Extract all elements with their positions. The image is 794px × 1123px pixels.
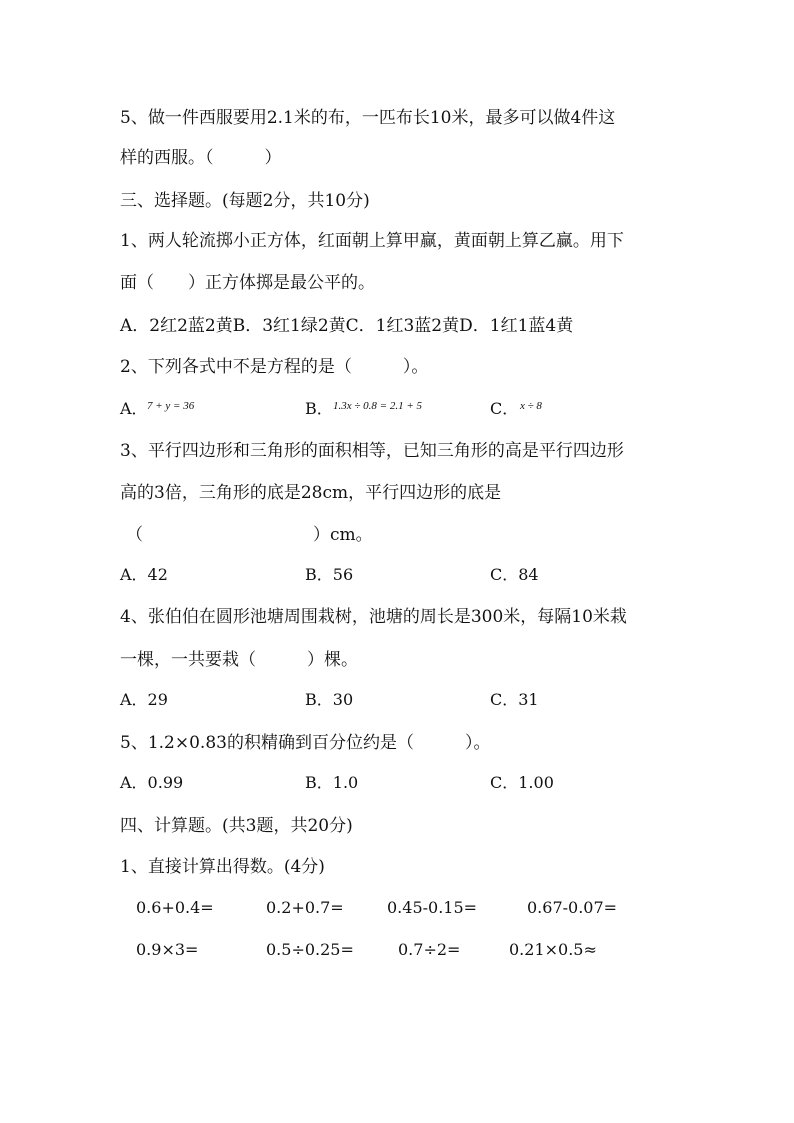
question-3-4-line-1: 4、张伯伯在圆形池塘周围栽树，池塘的周长是300米，每隔10米栽 bbox=[120, 607, 627, 627]
question-3-2-option-b-expr: 1.3x ÷ 0.8 = 2.1 + 5 bbox=[333, 400, 423, 412]
calc-item: 0.21×0.5≈ bbox=[509, 940, 597, 959]
question-3-3-line-3: （ ）cm。 bbox=[126, 525, 373, 545]
question-4-1-stem: 1、直接计算出得数。(4分) bbox=[120, 857, 325, 877]
calc-item: 0.45-0.15= bbox=[387, 898, 478, 917]
question-3-5-option-a: A．0.99 bbox=[120, 773, 184, 792]
calc-item: 0.2+0.7= bbox=[266, 898, 344, 917]
calc-item: 0.7÷2= bbox=[398, 940, 461, 959]
question-3-4-option-b: B．30 bbox=[305, 690, 354, 709]
calc-item: 0.67-0.07= bbox=[527, 898, 618, 917]
question-3-5-stem: 5、1.2×0.83的积精确到百分位约是（ ）。 bbox=[120, 733, 491, 753]
question-3-4-line-2: 一棵，一共要栽（ ）棵。 bbox=[120, 650, 358, 670]
calc-item: 0.5÷0.25= bbox=[266, 940, 354, 959]
calc-item: 0.9×3= bbox=[136, 940, 199, 959]
question-3-2-option-b-label: B． bbox=[305, 399, 333, 418]
question-3-3-line-2: 高的3倍，三角形的底是28cm，平行四边形的底是 bbox=[120, 483, 502, 503]
question-2-5-line-1: 5、做一件西服要用2.1米的布，一匹布长10米，最多可以做4件这 bbox=[120, 108, 616, 128]
question-3-1-line-1: 1、两人轮流掷小正方体，红面朝上算甲赢，黄面朝上算乙赢。用下 bbox=[120, 231, 624, 251]
question-3-2-option-c-label: C． bbox=[490, 399, 519, 418]
question-3-2-stem: 2、下列各式中不是方程的是（ ）。 bbox=[120, 357, 429, 377]
question-2-5-line-2: 样的西服。（ ） bbox=[120, 148, 282, 168]
question-3-5-option-c: C．1.00 bbox=[490, 773, 554, 792]
question-3-2-option-c-expr: x ÷ 8 bbox=[520, 400, 542, 412]
question-3-3-line-1: 3、平行四边形和三角形的面积相等，已知三角形的高是平行四边形 bbox=[120, 441, 624, 461]
question-3-3-option-b: B．56 bbox=[305, 565, 354, 584]
question-3-5-option-b: B．1.0 bbox=[305, 773, 359, 792]
question-3-2-option-a-expr: 7 + y = 36 bbox=[147, 400, 195, 412]
calc-item: 0.6+0.4= bbox=[136, 898, 214, 917]
section-3-heading: 三、选择题。(每题2分，共10分) bbox=[120, 191, 370, 211]
question-3-1-options: A．2红2蓝2黄B．3红1绿2黄C．1红3蓝2黄D．1红1蓝4黄 bbox=[120, 316, 574, 336]
question-3-4-option-a: A．29 bbox=[120, 690, 168, 709]
question-3-3-option-c: C．84 bbox=[490, 565, 539, 584]
question-3-2-option-a-label: A． bbox=[120, 399, 148, 418]
question-3-3-option-a: A．42 bbox=[120, 565, 168, 584]
question-3-1-line-2: 面（ ）正方体掷是最公平的。 bbox=[120, 273, 375, 293]
question-3-4-option-c: C．31 bbox=[490, 690, 539, 709]
section-4-heading: 四、计算题。(共3题，共20分) bbox=[120, 816, 353, 836]
